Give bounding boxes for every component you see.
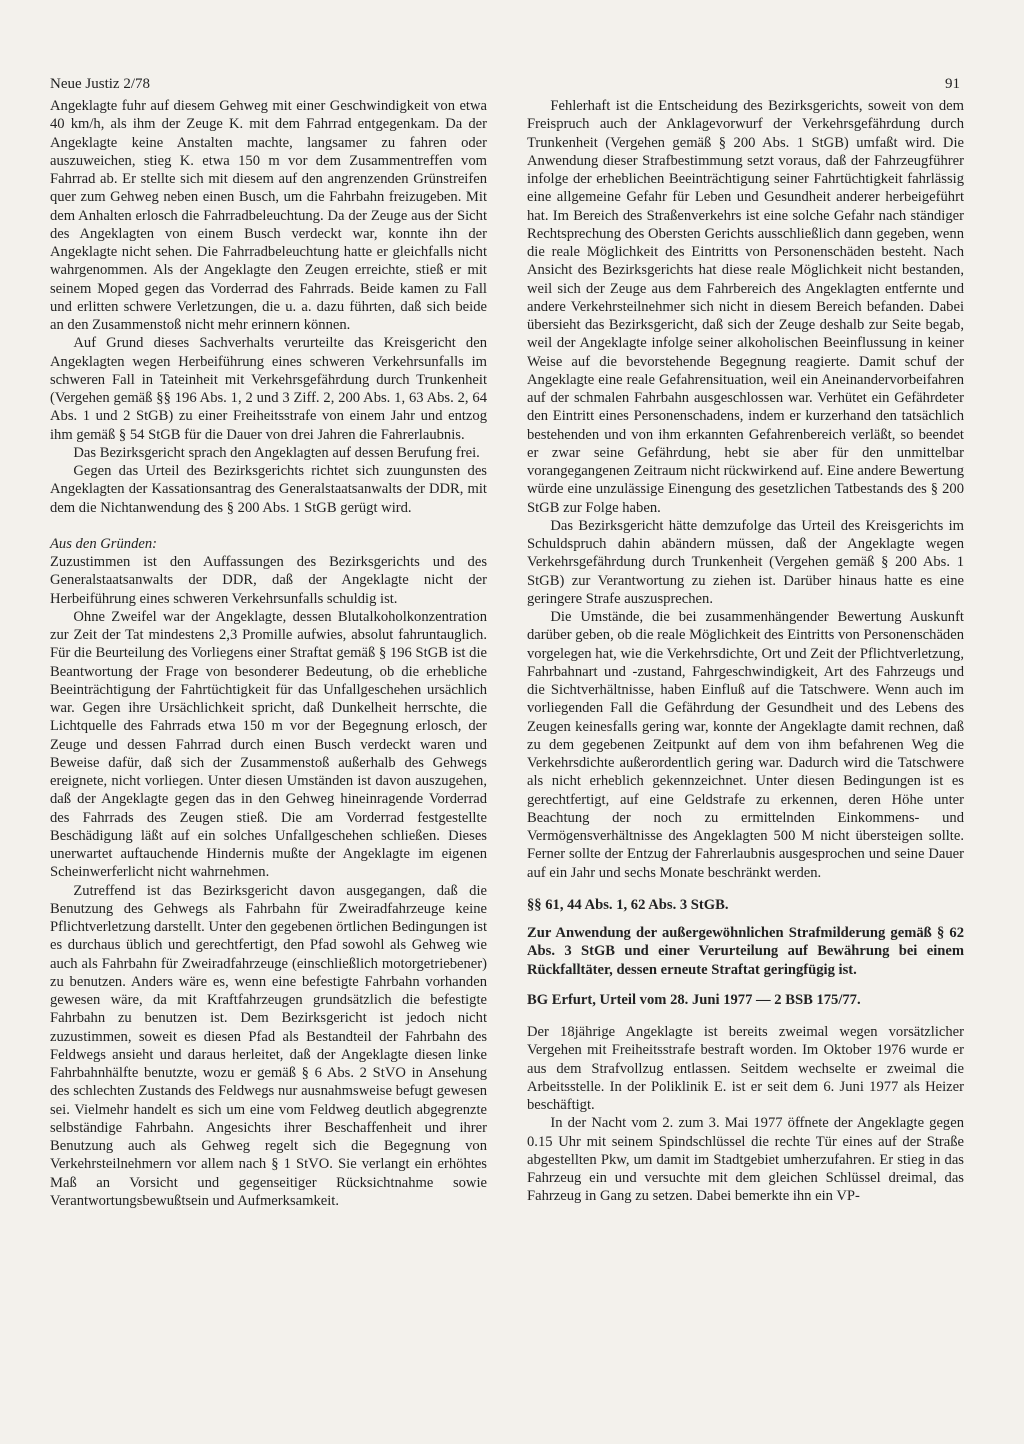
right-column [527, 97, 964, 1210]
paragraph: Angeklagte fuhr auf diesem Gehweg mit einer Geschwindigkeit von etwa 40 km/h, als ihm der Zeuge K. mit dem Fahrrad entgegenkam. Da der Angeklagte keine Anstalten machte, langsamer zu fahren oder auszuweichen, stieg K. etwa 150 m vor dem Zusammentreffen vom Fahrrad ab. Er stellte sich mit diesem auf den angrenzenden Grünstreifen quer zum Gehweg neben einen Busch, um die Fahrbahn freizugeben. Mit dem Anhalten erlosch die Fahrradbeleuchtung. Da der Zeuge aus der Sicht des Angeklagten von einem Busch verdeckt war, konnte ihn der Angeklagte nicht sehen. Die Fahrradbeleuchtung hatte er gleichfalls nicht wahrgenommen. Als der Angeklagte den Zeugen erreichte, stieß er mit seinem Moped gegen das Vorderrad des Fahrrads. Beide kamen zu Fall und erlitten schwere Verletzungen, die u. a. dazu führten, daß sich beide an den Zusammenstoß nicht mehr erinnern können. [50, 98, 487, 333]
paragraph: Zuzustimmen ist den Auffassungen des Bezirksgerichts und des Generalstaatsanwalts der DDR, daß der Angeklagte nicht der Herbeiführung eines schweren Verkehrsunfalls schuldig ist. [50, 554, 487, 607]
left-column [50, 97, 487, 1210]
page-number: 91 [945, 76, 960, 92]
section-heading: Aus den Gründen: [50, 535, 158, 552]
paragraph: In der Nacht vom 2. zum 3. Mai 1977 öffnete der Angeklagte gegen 0.15 Uhr mit seinem Spindschlüssel die rechte Tür eines auf der Straße abgestellten Pkw, um damit im Stadtgebiet umherzufahren. Er stieg in das Fahrzeug ein und versuchte mit dem gleichen Schlüssel dreimal, das Fahrzeug in Gang zu setzen. Dabei bemerkte ihn ein VP- [527, 1115, 964, 1205]
page-header [50, 76, 960, 93]
paragraph: Das Bezirksgericht sprach den Angeklagten auf dessen Berufung frei. [73, 444, 480, 461]
paragraph: Auf Grund dieses Sachverhalts verurteilte das Kreisgericht den Angeklagten wegen Herbeiführung eines schweren Verkehrsunfalls im schweren Fall in Tateinheit mit Verkehrsgefährdung durch Trunkenheit (Vergehen gemäß §§ 196 Abs. 1, 2 und 3 Ziff. 2, 200 Abs. 1, 63 Abs. 2, 64 Abs. 1 und 2 StGB) zu einer Freiheitsstrafe von einem Jahr und entzog ihm gemäß § 54 StGB für die Dauer von drei Jahren die Fahrerlaubnis. [50, 335, 487, 443]
paragraph: Gegen das Urteil des Bezirksgerichts richtet sich zuungunsten des Angeklagten der Kassationsantrag des Generalstaatsanwalts der DDR, mit dem die Nichtanwendung des § 200 Abs. 1 StGB gerügt wird. [50, 463, 487, 516]
paragraph: Die Umstände, die bei zusammenhängender Bewertung Auskunft darüber geben, ob die reale Möglichkeit des Eintritts von Personenschäden vorgelegen hat, wie die Verkehrsdichte, Ort und Zeit der Pflichtverletzung, Fahrbahnart und -zustand, Fahrgeschwindigkeit, Art des Fahrzeugs und die Sichtverhältnisse, haben Einfluß auf die Tatschwere. Wenn auch im vorliegenden Fall die Gefährdung der Gesundheit und des Lebens des Zeugen keinesfalls gering war, konnte der Angeklagte damit rechnen, daß zu dem gegebenen Zeitpunkt auf dem von ihm befahrenen Weg die Verkehrsdichte außerordentlich gering war. Dadurch wird die Tatschwere als nicht erheblich gekennzeichnet. Unter diesen Bedingungen ist es gerechtfertigt, auf eine Geldstrafe zu erkennen, deren Höhe unter Beachtung der noch zu ermittelnden Einkommens- und Vermögensverhältnisse des Angeklagten 500 M nicht übersteigen sollte. Ferner sollte der Entzug der Fahrerlaubnis ausgesprochen und seine Dauer auf ein Jahr und sechs Monate beschränkt werden. [527, 609, 964, 881]
journal-title: Neue Justiz 2/78 [50, 76, 150, 92]
paragraph: Fehlerhaft ist die Entscheidung des Bezirksgerichts, soweit von dem Freispruch auch der Anklagevorwurf der Verkehrsgefährdung durch Trunkenheit (Vergehen gemäß § 200 Abs. 1 StGB) umfaßt wird. Die Anwendung dieser Strafbestimmung setzt voraus, daß der Fahrzeugführer infolge der erheblichen Beeinträchtigung seiner Fahrtüchtigkeit fahrlässig eine allgemeine Gefahr für Leben und Gesundheit anderer herbeigeführt hat. Im Bereich des Straßenverkehrs ist eine solche Gefahr nach ständiger Rechtsprechung des Obersten Gerichts ausschließlich dann gegeben, wenn die reale Möglichkeit des Eintritts von Personenschäden besteht. Nach Ansicht des Bezirksgerichts hat diese reale Möglichkeit nicht bestanden, weil sich der Zeuge aus dem Fahrbereich des Angeklagten entfernte und andere Verkehrsteilnehmer sich nicht in diesem Bereich befanden. Dabei übersieht das Bezirksgericht, daß sich der Zeuge deshalb zur Seite begab, weil der Angeklagte infolge seiner alkoholischen Beeinflussung in keiner Weise auf die bevorstehende Begegnung reagierte. Damit schuf der Angeklagte eine reale Gefahrensituation, weil ein Aneinandervorbeifahren auf der schmalen Fahrbahn ausgeschlossen war. Verhütet ein Gefährdeter den Eintritt eines Personenschadens, indem er kurzerhand den tatsächlich bestehenden und von ihm erkannten Gefahrenbereich verläßt, so beendet er zwar seine Gefährdung, hebt sie aber für den unmittelbar vorangegangenen Zeitraum nicht rückwirkend auf. Eine andere Bewertung würde eine unzulässige Einengung des gesetzlichen Tatbestands des § 200 StGB zur Folge haben. [527, 98, 964, 516]
paragraph: Zutreffend ist das Bezirksgericht davon ausgegangen, daß die Benutzung des Gehwegs als Fahrbahn für Zweiradfahrzeuge keine Pflichtverletzung darstellt. Unter den gegebenen örtlichen Bedingungen ist es durchaus üblich und gerechtfertigt, den Pfad sowohl als Gehweg wie auch als Fahrbahn für Zweiradfahrzeuge (einschließlich motorgetriebener) zu benutzen. Anders wäre es, wenn eine befestigte Fahrbahn vorhanden gewesen wäre, da mit Kraftfahrzeugen grundsätzlich die befestigte Fahrbahn zu benutzen ist. Dem Bezirksgericht ist jedoch nicht zuzustimmen, soweit es diesen Pfad als Bestandteil der Fahrbahn des Feldwegs ansieht und daraus herleitet, daß der Angeklagte diesen linke Fahrbahnhälfte benutzte, wozu er gemäß § 6 Abs. 2 StVO in Ansehung des schlechten Zustands des Feldwegs nur ausnahmsweise befugt gewesen sei. Vielmehr handelt es sich um eine vom Feldweg deutlich abgegrenzte selbständige Fahrbahn. Angesichts ihrer Beschaffenheit und ihrer Benutzung auch als Gehweg regelt sich die Begegnung von Verkehrsteilnehmern vor allem nach § 1 StVO. Sie verlangt ein erhöhtes Maß an Vorsicht und gegenseitiger Rücksichtnahme sowie Verantwortungsbewußtsein und Aufmerksamkeit. [50, 882, 487, 1209]
legal-reference: §§ 61, 44 Abs. 1, 62 Abs. 3 StGB. [527, 896, 729, 913]
paragraph: Das Bezirksgericht hätte demzufolge das Urteil des Kreisgerichts im Schuldspruch dahin abändern müssen, daß der Angeklagte wegen Verkehrsgefährdung durch Trunkenheit (Vergehen gemäß § 200 Abs. 1 StGB) zur Verantwortung zu ziehen ist. Darüber hinaus hatte es eine geringere Strafe auszusprechen. [527, 517, 964, 607]
paragraph: Ohne Zweifel war der Angeklagte, dessen Blutalkoholkonzentration zur Zeit der Tat mindestens 2,3 Promille aufwies, absolut fahruntauglich. Für die Beurteilung des Vorliegens einer Straftat gemäß § 196 StGB ist die Beantwortung der Frage von besonderer Bedeutung, ob die erhebliche Beeinträchtigung der Fahrtüchtigkeit für das Unfallgeschehen ursächlich war. Gegen ihre Ursächlichkeit spricht, daß Dunkelheit herrschte, die Lichtquelle des Fahrrads etwa 150 m vor der Begegnung erlosch, der Zeuge und dessen Fahrrad durch einen Busch verdeckt waren und Beweise dafür, daß sich der Zusammenstoß außerhalb des Gehwegs ereignete, nicht vorliegen. Unter diesen Umständen ist davon auszugehen, daß der Angeklagte gegen das in den Gehweg hineinragende Vorderrad des Fahrrads des Zeugen stieß. Die am Vorderrad festgestellte Beschädigung läßt auf ein solches Unfallgeschehen schließen. Dieses unerwartet auftauchende Hindernis mußte der Angeklagte im eigenen Scheinwerferlicht nicht wahrnehmen. [50, 608, 487, 881]
court-reference: BG Erfurt, Urteil vom 28. Juni 1977 — 2 BSB 175/77. [527, 991, 861, 1008]
text-columns [50, 97, 964, 1210]
paragraph: Der 18jährige Angeklagte ist bereits zweimal wegen vorsätzlicher Vergehen mit Freiheitsstrafe bestraft worden. Im Oktober 1976 wurde er aus dem Strafvollzug entlassen. Seitdem wechselte er zweimal die Arbeitsstelle. In der Poliklinik E. ist er seit dem 6. Juni 1977 als Heizer beschäftigt. [527, 1024, 964, 1113]
decision-headline: Zur Anwendung der außergewöhnlichen Strafmilderung gemäß § 62 Abs. 3 StGB und einer Verurteilung auf Bewährung bei einem Rückfalltäter, dessen erneute Straftat geringfügig ist. [527, 925, 964, 978]
